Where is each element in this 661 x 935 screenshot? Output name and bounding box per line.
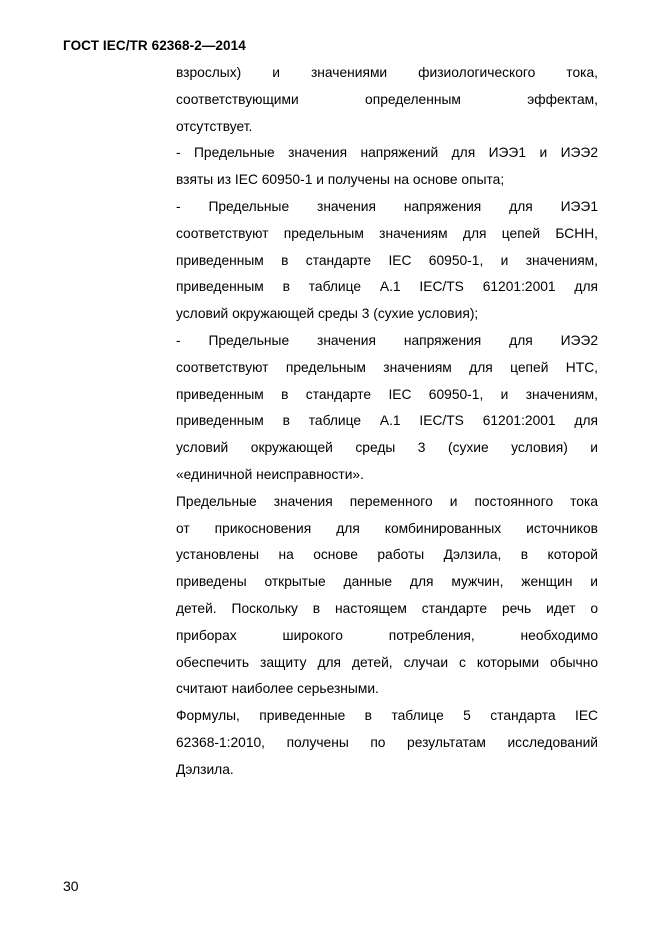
paragraph: [176, 140, 598, 194]
text-line: обеспечить защиту для детей, случаи с которыми обычно: [176, 654, 598, 670]
text-line: условий окружающей среды 3 (сухие условия);: [176, 306, 479, 322]
text-line: Дэлзила.: [176, 761, 234, 777]
paragraph: [176, 489, 598, 703]
text-line: Формулы, приведенные в таблице 5 стандарта IEC: [176, 708, 598, 724]
text-line: взяты из IEC 60950-1 и получены на основе опыта;: [176, 172, 505, 188]
text-line: условий окружающей среды 3 (сухие условия) и: [176, 440, 598, 456]
text-line: взрослых) и значениями физиологического тока,: [176, 65, 598, 80]
text-line: Предельные значения переменного и постоянного тока: [176, 493, 598, 509]
text-line: 62368-1:2010, получены по результатам исследований: [176, 734, 598, 750]
body-text: [176, 60, 598, 784]
text-line: от прикосновения для комбинированных источников: [176, 520, 598, 536]
text-line: - Предельные значения напряжения для ИЭЭ1: [176, 198, 598, 214]
paragraph: [176, 703, 598, 783]
text-line: приведенным в таблице А.1 IEC/TS 61201:2001 для: [176, 279, 598, 295]
text-line: приведенным в таблице А.1 IEC/TS 61201:2001 для: [176, 413, 598, 429]
paragraph: [176, 60, 598, 140]
paragraph: [176, 328, 598, 489]
text-line: - Предельные значения напряжения для ИЭЭ2: [176, 332, 598, 348]
document-header: ГОСТ IEC/TR 62368-2—2014: [63, 38, 246, 53]
text-line: установлены на основе работы Дэлзила, в которой: [176, 547, 598, 563]
text-line: соответствуют предельным значениям для цепей БСНН,: [176, 225, 598, 241]
text-line: приведены открытые данные для мужчин, женщин и: [176, 574, 598, 590]
text-line: детей. Поскольку в настоящем стандарте речь идет о: [176, 600, 598, 616]
text-line: «единичной неисправности».: [176, 466, 364, 482]
text-line: приведенным в стандарте IEC 60950-1, и значениям,: [176, 252, 598, 268]
text-line: соответствуют предельным значениям для цепей НТС,: [176, 359, 598, 375]
text-line: - Предельные значения напряжений для ИЭЭ1 и ИЭЭ2: [176, 145, 598, 161]
page-number: 30: [63, 878, 79, 894]
text-line: приведенным в стандарте IEC 60950-1, и значениям,: [176, 386, 598, 402]
text-line: отсутствует.: [176, 118, 253, 134]
text-line: соответствующими определенным эффектам,: [176, 91, 598, 107]
paragraph: [176, 194, 598, 328]
text-line: приборах широкого потребления, необходимо: [176, 627, 598, 643]
text-line: считают наиболее серьезными.: [176, 681, 379, 697]
